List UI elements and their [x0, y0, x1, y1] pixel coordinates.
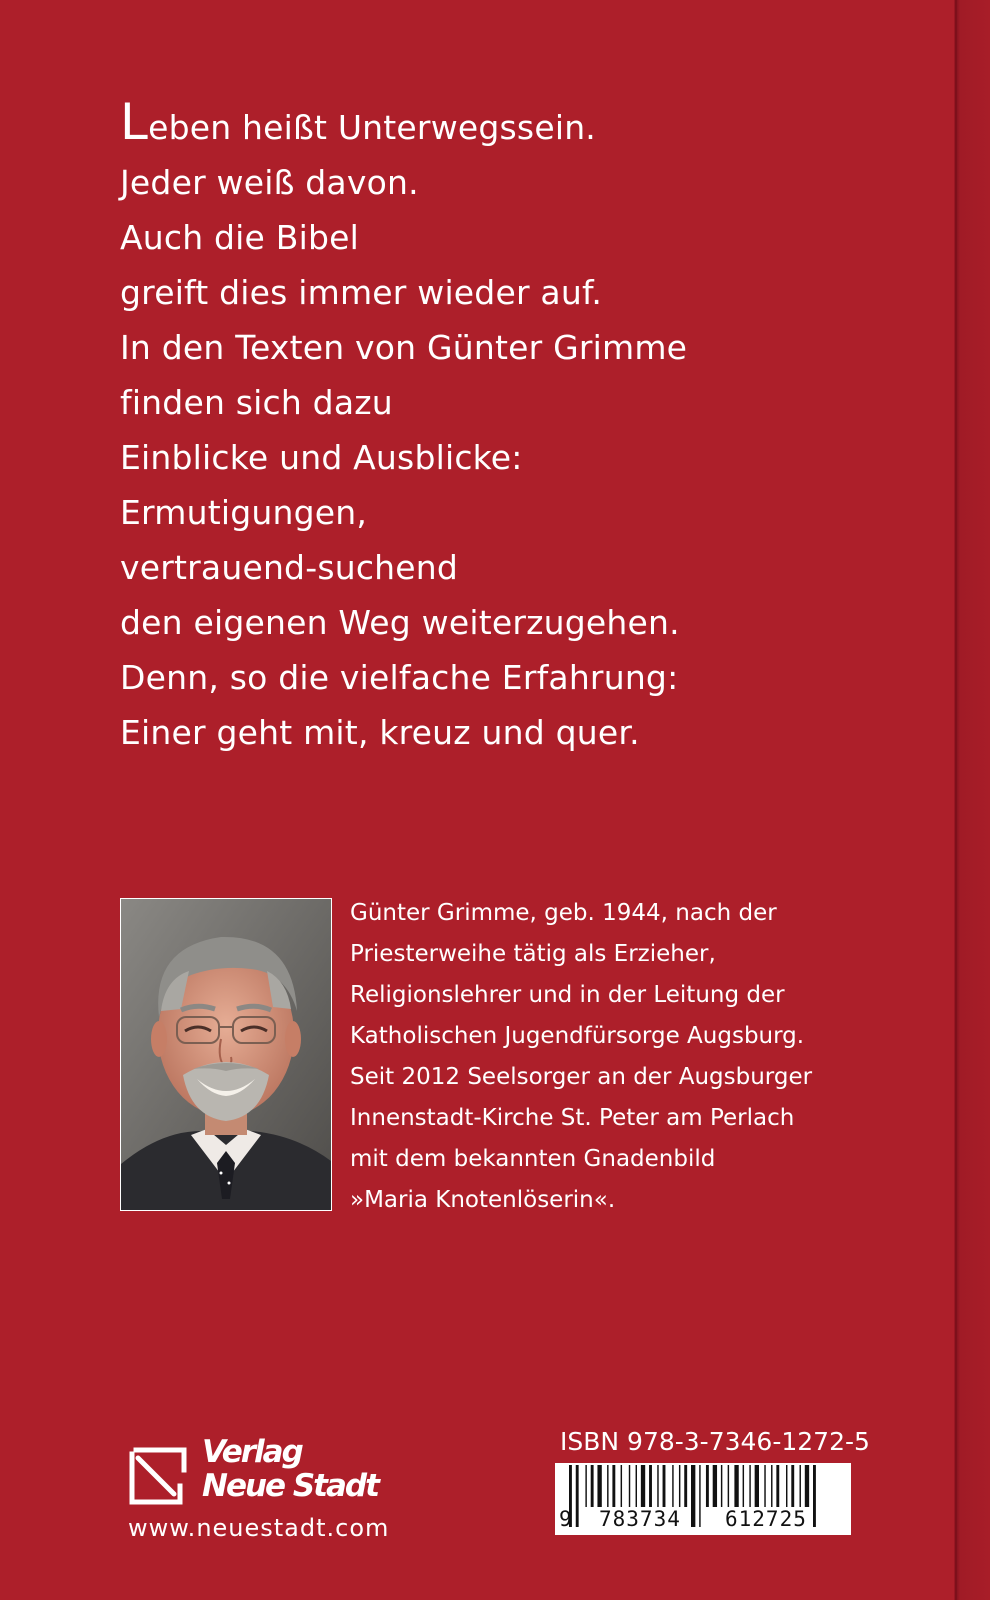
barcode-digit-first: 9 [559, 1507, 572, 1531]
poem-line: Auch die Bibel [120, 218, 359, 257]
barcode-bar [749, 1465, 750, 1507]
poem-line: Denn, so die vielfache Erfahrung: [120, 658, 679, 697]
barcode-bar [607, 1465, 608, 1507]
author-portrait-illustration [121, 899, 331, 1210]
barcode-bar [663, 1465, 666, 1507]
isbn-barcode [555, 1463, 851, 1535]
barcode-bar [636, 1465, 637, 1507]
bio-line: »Maria Knotenlöserin«. [350, 1187, 616, 1213]
spine-fold-line [955, 0, 957, 1600]
publisher-name-line2: Neue Stadt [202, 1468, 378, 1504]
poem-first-line: eben heißt Unterwegssein. [148, 108, 597, 147]
barcode-bar [684, 1465, 687, 1507]
barcode-bar [657, 1465, 658, 1507]
barcode-bar [734, 1465, 738, 1507]
bio-line: mit dem bekannten Gnadenbild [350, 1146, 716, 1172]
drop-cap: L [120, 93, 149, 151]
barcode-bar [585, 1465, 586, 1507]
barcode-bar [713, 1465, 717, 1507]
barcode-bar [721, 1465, 722, 1507]
poem-line: Jeder weiß davon. [120, 163, 419, 202]
poem-line: Einblicke und Ausblicke: [120, 438, 523, 477]
barcode-digits-left: 783734 [599, 1507, 681, 1531]
bio-line: Religionslehrer und in der Leitung der [350, 982, 785, 1008]
poem-line [120, 93, 820, 155]
author-photo [120, 898, 332, 1211]
barcode-bar [743, 1465, 744, 1507]
barcode-bar [591, 1465, 594, 1507]
barcode-bar [791, 1465, 794, 1507]
poem-line: vertrauend-suchend [120, 548, 459, 587]
publisher-website: www.neuestadt.com [128, 1514, 390, 1542]
poem-line: finden sich dazu [120, 383, 393, 422]
barcode-bar [728, 1465, 729, 1507]
barcode-bar [621, 1465, 622, 1507]
poem-line: In den Texten von Günter Grimme [120, 328, 688, 367]
barcode-bar [776, 1465, 779, 1507]
barcode-bar [706, 1465, 709, 1507]
poem-line: den eigenen Weg weiterzugehen. [120, 603, 680, 642]
barcode-bar [755, 1465, 759, 1507]
bio-line: Innenstadt-Kirche St. Peter am Perlach [350, 1105, 795, 1131]
barcode-bar [612, 1465, 615, 1507]
author-bio [350, 893, 820, 1221]
bio-line: Günter Grimme, geb. 1944, nach der [350, 900, 777, 926]
barcode-bar [672, 1465, 673, 1507]
barcode-bar [805, 1465, 809, 1507]
back-cover-poem [120, 93, 820, 760]
barcode-bar [800, 1465, 801, 1507]
publisher-mark-icon [128, 1446, 192, 1506]
barcode-bar [679, 1465, 680, 1507]
bio-line: Priesterweihe tätig als Erzieher, [350, 941, 716, 967]
barcode-bar [764, 1465, 765, 1507]
poem-line: greift dies immer wieder auf. [120, 273, 603, 312]
isbn-number: ISBN 978-3-7346-1272-5 [560, 1427, 870, 1456]
barcode-bar [786, 1465, 787, 1507]
book-spine-edge [954, 0, 990, 1600]
barcode-bar [649, 1465, 652, 1507]
poem-line: Ermutigungen, [120, 493, 368, 532]
barcode-bar [597, 1465, 601, 1507]
publisher-name-line1: Verlag [202, 1434, 302, 1470]
barcode-bar [641, 1465, 645, 1507]
poem-line: Einer geht mit, kreuz und quer. [120, 713, 640, 752]
barcode-digits [555, 1507, 851, 1533]
bio-line: Katholischen Jugendfürsorge Augsburg. [350, 1023, 805, 1049]
barcode-digits-right: 612725 [725, 1507, 807, 1531]
barcode-bar [629, 1465, 630, 1507]
bio-line: Seit 2012 Seelsorger an der Augsburger [350, 1064, 813, 1090]
barcode-bar [771, 1465, 772, 1507]
